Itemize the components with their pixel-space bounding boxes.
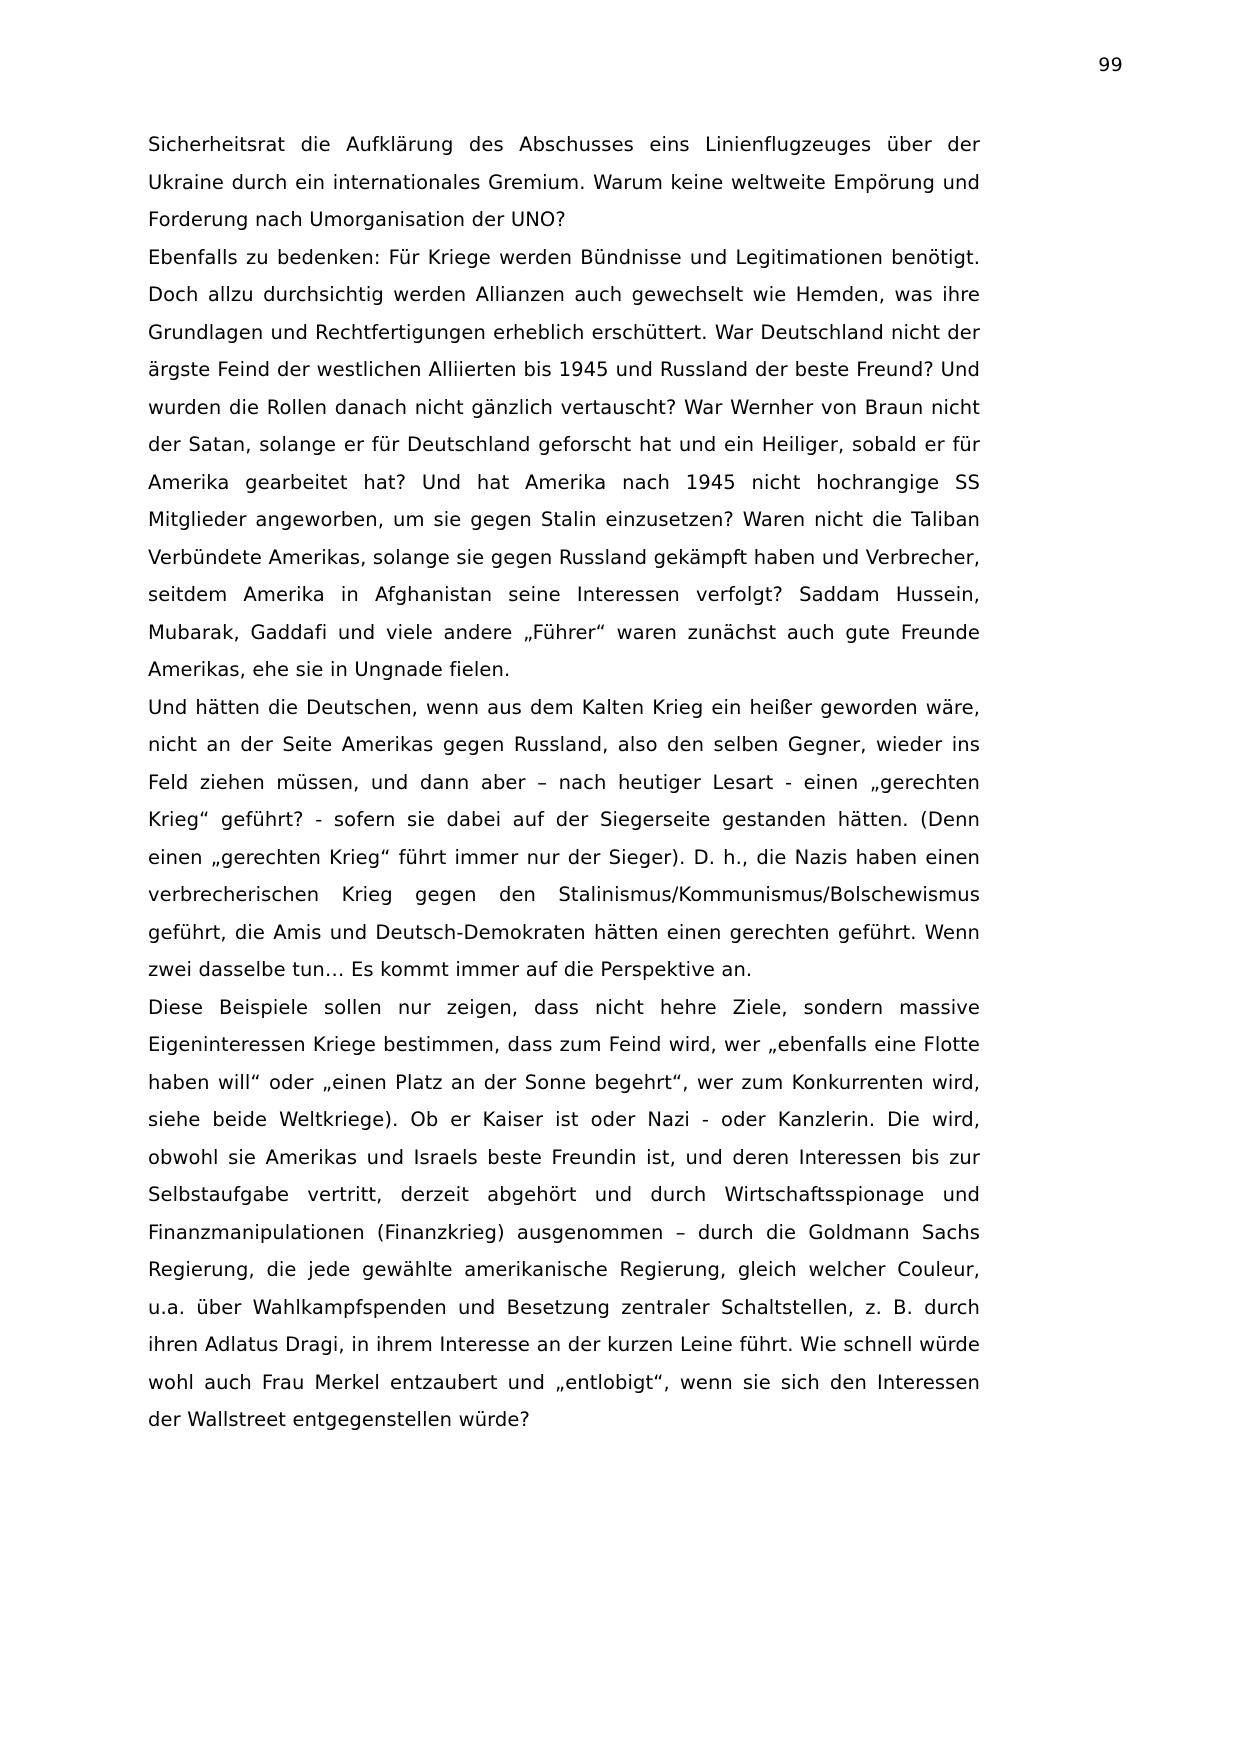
- paragraph-3: Und hätten die Deutschen, wenn aus dem Kalten Krieg ein heißer geworden wäre, nicht an der Seite Amerikas gegen Russland, also den selben Gegner, wieder ins Feld ziehen müssen, und dann aber – nach heutiger Lesart - einen „gerechten Krieg“ geführt? - sofern sie dabei auf der Siegerseite gestanden hätten. (Denn einen „gerechten Krieg“ führt immer nur der Sieger). D. h., die Nazis haben einen verbrecherischen Krieg gegen den Stalinismus/Kommunismus/Bolschewismus geführt, die Amis und Deutsch-Demokraten hätten einen gerechten geführt. Wenn zwei dasselbe tun… Es kommt immer auf die Perspektive an.: [148, 695, 980, 981]
- paragraph-1: Sicherheitsrat die Aufklärung des Abschusses eins Linienflugzeuges über der Ukraine durch ein internationales Gremium. Warum keine weltweite Empörung und Forderung nach Umorganisation der UNO?: [148, 133, 980, 231]
- document-body: [148, 126, 980, 1439]
- paragraph-2: Ebenfalls zu bedenken: Für Kriege werden Bündnisse und Legitimationen benötigt. Doch allzu durchsichtig werden Allianzen auch gewechselt wie Hemden, was ihre Grundlagen und Rechtfertigungen erheblich erschüttert. War Deutschland nicht der ärgste Feind der westlichen Alliierten bis 1945 und Russland der beste Freund? Und wurden die Rollen danach nicht gänzlich vertauscht? War Wernher von Braun nicht der Satan, solange er für Deutschland geforscht hat und ein Heiliger, sobald er für Amerika gearbeitet hat? Und hat Amerika nach 1945 nicht hochrangige SS Mitglieder angeworben, um sie gegen Stalin einzusetzen? Waren nicht die Taliban Verbündete Amerikas, solange sie gegen Russland gekämpft haben und Verbrecher, seitdem Amerika in Afghanistan seine Interessen verfolgt? Saddam Hussein, Mubarak, Gaddafi und viele andere „Führer“ waren zunächst auch gute Freunde Amerikas, ehe sie in Ungnade fielen.: [148, 245, 980, 681]
- paragraph-4: Diese Beispiele sollen nur zeigen, dass nicht hehre Ziele, sondern massive Eigeninteressen Kriege bestimmen, dass zum Feind wird, wer „ebenfalls eine Flotte haben will“ oder „einen Platz an der Sonne begehrt“, wer zum Konkurrenten wird, siehe beide Weltkriege). Ob er Kaiser ist oder Nazi - oder Kanzlerin. Die wird, obwohl sie Amerikas und Israels beste Freundin ist, und deren Interessen bis zur Selbstaufgabe vertritt, derzeit abgehört und durch Wirtschaftsspionage und Finanzmanipulationen (Finanzkrieg) ausgenommen – durch die Goldmann Sachs Regierung, die jede gewählte amerikanische Regierung, gleich welcher Couleur, u.a. über Wahlkampfspenden und Besetzung zentraler Schaltstellen, z. B. durch ihren Adlatus Dragi, in ihrem Interesse an der kurzen Leine führt. Wie schnell würde wohl auch Frau Merkel entzaubert und „entlobigt“, wenn sie sich den Interessen der Wallstreet entgegenstellen würde?: [148, 995, 980, 1431]
- page-number: 99: [1098, 54, 1123, 76]
